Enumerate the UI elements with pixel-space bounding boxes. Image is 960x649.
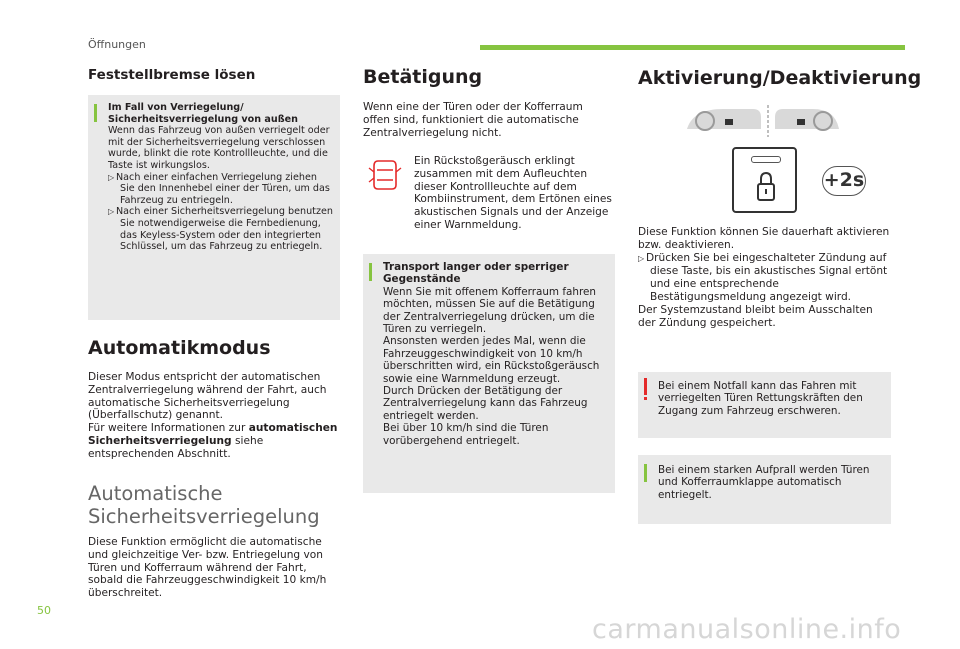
list-item: ▷ Nach einer Sicherheitsverriegelung benutzen Sie notwendigerweise die Fernbedienung, das Keyless-System oder den integrierten Schlüssel, um das Fahrzeug zu entriegeln.	[108, 206, 333, 253]
info-icon	[644, 464, 647, 482]
padlock-icon	[751, 169, 781, 205]
info-box-impact	[638, 455, 891, 524]
activation-text: Diese Funktion können Sie dauerhaft aktivieren bzw. deaktivieren. ▷ Drücken Sie bei eingeschalteter Zündung auf diese Taste, bis ein akustisches Signal ertönt und eine entsprechende Bestätigungsmeldung angezeigt wird. Der Systemzustand bleibt beim Ausschalten der Zündung gespeichert.	[638, 226, 893, 329]
info-box-text: Wenn das Fahrzeug von außen verriegelt oder mit der Sicherheitsverriegelung verschlossen wurde, blinkt die rote Kontrollleuchte, und die Taste ist wirkungslos.	[108, 125, 330, 171]
car-door-open-warning-icon	[368, 158, 402, 192]
warning-light-note: Ein Rückstoßgeräusch erklingt zusammen mit dem Aufleuchten dieser Kontrollleuchte auf dem Kombiinstrument, dem Ertönen eines akustischen Signals und der Anzeige einer Warnmeldung.	[414, 155, 612, 231]
auto-mode-text: Dieser Modus entspricht der automatischen Zentralverriegelung während der Fahrt, auch automatische Sicherheitsverriegelung (Überfallschutz) genannt. Für weitere Informationen zur automatischen Sicherheitsverriegelung siehe entsprechenden Abschnitt.	[88, 371, 338, 460]
list-item: ▷ Nach einer einfachen Verriegelung ziehen Sie den Innenhebel einer der Türen, um das Fahrzeug zu entriegeln.	[108, 171, 330, 206]
press-duration-badge: +2s	[822, 166, 866, 196]
auto-mode-heading: Automatikmodus	[88, 337, 271, 359]
auto-security-text: Diese Funktion ermöglicht die automatische und gleichzeitige Ver- bzw. Entriegelung von Türen und Kofferraum während der Fahrt, sobald die Fahrzeuggeschwindigkeit 10 km/h überschreitet.	[88, 536, 327, 600]
central-lock-button[interactable]	[732, 147, 797, 213]
warning-icon	[644, 378, 647, 395]
info-box-title: Im Fall von Verriegelung/ Sicherheitsverriegelung von außen	[108, 102, 298, 125]
watermark: carmanualsonline.info	[592, 614, 902, 645]
list-item: ▷ Drücken Sie bei eingeschalteter Zündung auf diese Taste, bis ein akustisches Signal ertönt und eine entsprechende Bestätigungsmeldung angezeigt wird.	[638, 251, 888, 303]
parking-brake-heading: Feststellbremse lösen	[88, 67, 256, 83]
info-icon	[369, 263, 372, 281]
info-box-transport: Transport langer oder sperriger Gegenstände Wenn Sie mit offenem Kofferraum fahren möchten, müssen Sie auf die Betätigung der Zentralverriegelung drücken, um die Türen zu verriegeln. Ansonsten werden jedes Mal, wenn die Fahrzeuggeschwindigkeit von 10 km/h überschritten wird, ein Rückstoßgeräusch sowie eine Warnmeldung erzeugt. Durch Drücken der Betätigung der Zentralverriegelung kann das Fahrzeug entriegelt werden. Bei über 10 km/h sind die Türen vorübergehend entriegelt.	[363, 254, 615, 493]
info-box-title: Transport langer oder sperriger Gegenstände	[383, 261, 569, 286]
info-icon	[94, 104, 97, 122]
bullet-icon: ▷	[108, 207, 115, 217]
steering-wheel-location-icon	[683, 101, 843, 141]
operation-intro: Wenn eine der Türen oder der Kofferraum offen sind, funktioniert die automatische Zentralverriegelung nicht.	[363, 101, 583, 139]
bullet-icon: ▷	[638, 253, 645, 263]
info-text: Bei einem starken Aufprall werden Türen und Kofferraumklappe automatisch entriegelt.	[658, 464, 870, 501]
button-indicator	[751, 156, 781, 163]
auto-security-heading: Automatische Sicherheitsverriegelung	[88, 482, 320, 528]
section-accent-bar	[480, 45, 905, 50]
warning-box-emergency	[638, 372, 891, 438]
page-number: 50	[37, 604, 51, 617]
activation-heading: Aktivierung/Deaktivierung	[638, 67, 922, 89]
info-box-external-lock	[88, 95, 340, 320]
operation-heading: Betätigung	[363, 66, 483, 88]
bullet-icon: ▷	[108, 172, 115, 182]
section-label: Öffnungen	[88, 38, 146, 51]
warning-text: Bei einem Notfall kann das Fahren mit verriegelten Türen Rettungskräften den Zugang zum Fahrzeug erschweren.	[658, 380, 863, 417]
